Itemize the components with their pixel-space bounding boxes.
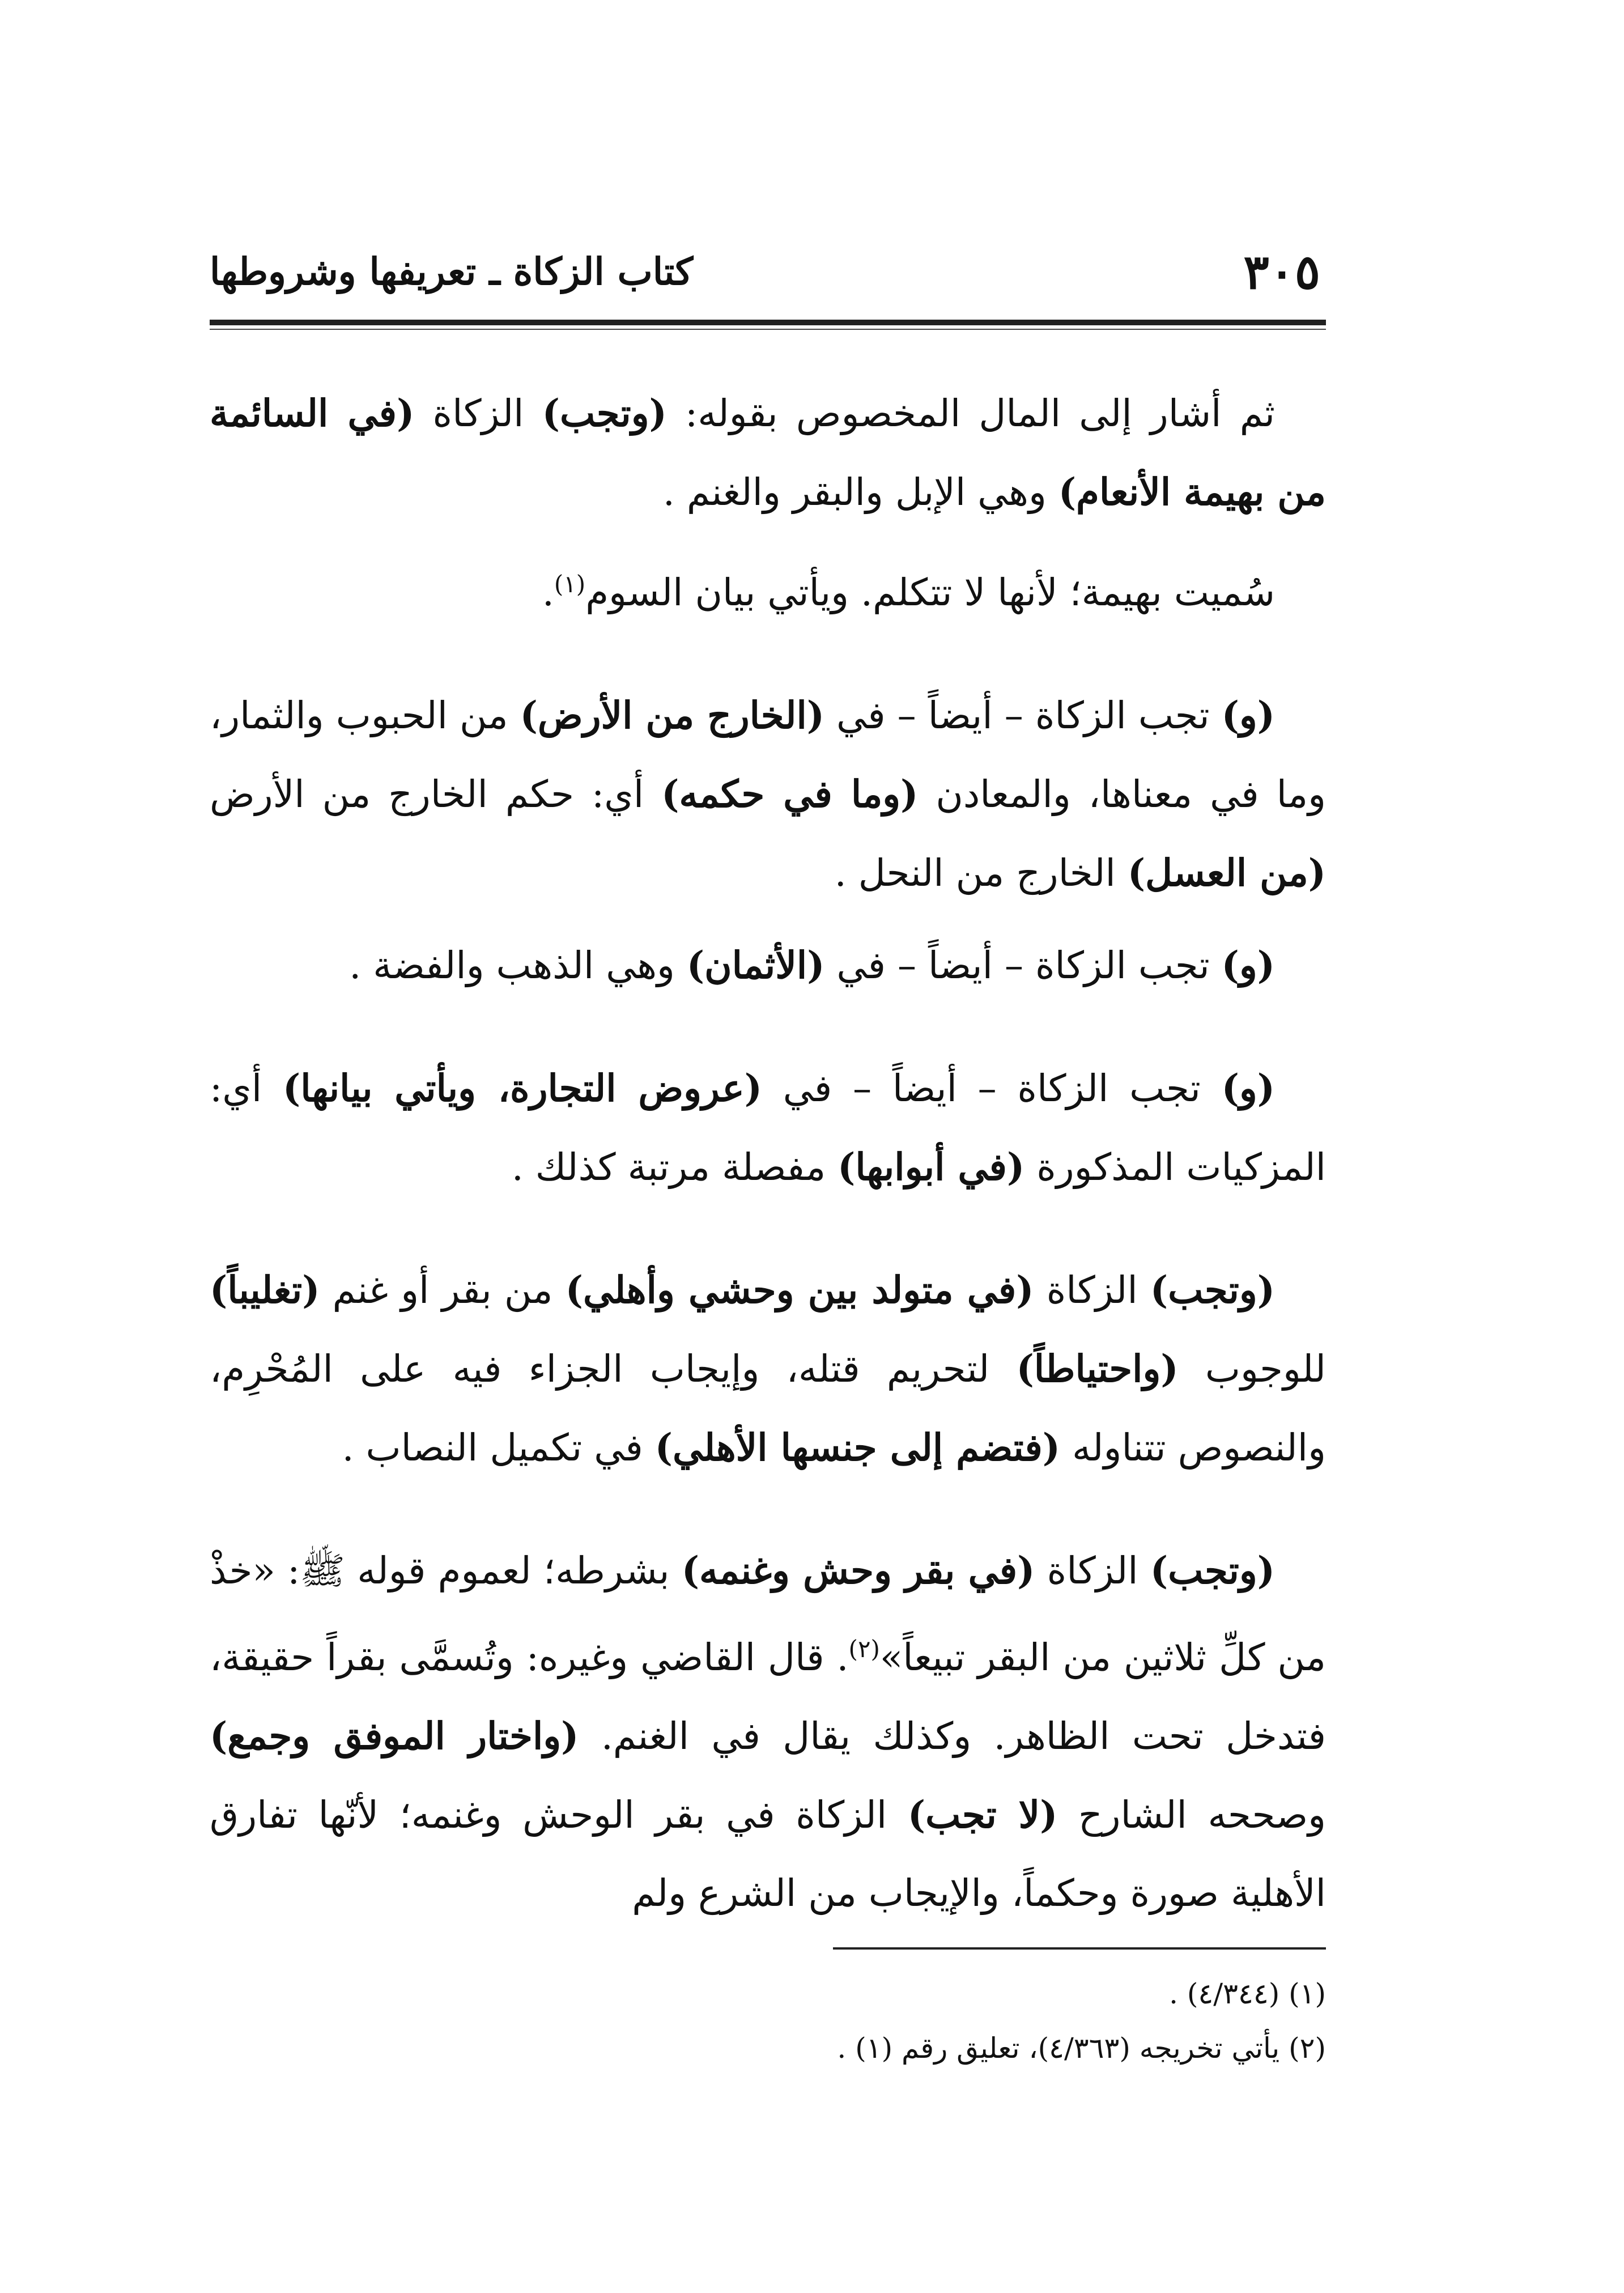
commentary-text: الزكاة في بقر الوحش وغنمه؛ لأنّها تفارق الأهلية صورة وحكماً، والإيجاب من الشرع ولم — [210, 1793, 1326, 1915]
matn-quote: (لا تجب) — [907, 1793, 1058, 1837]
commentary-text: تجب الزكاة – أيضاً – في — [824, 944, 1222, 987]
matn-quote: (عروض التجارة، ويأتي بيانها) — [283, 1066, 763, 1110]
footnote-marker: (١) — [554, 570, 586, 598]
book-page — [210, 0, 1326, 2293]
commentary-text: تجب الزكاة – أيضاً – في — [762, 1067, 1222, 1110]
footnote-label: (٢) — [1289, 2032, 1326, 2065]
matn-quote: (من العسل) — [1127, 851, 1326, 895]
footnote-label: (١) — [1289, 1977, 1326, 2010]
matn-quote: (واحتياطاً) — [1016, 1347, 1179, 1391]
matn-quote: (وتجب) — [1150, 1268, 1275, 1312]
matn-quote: (الأثمان) — [686, 943, 825, 987]
matn-quote: (وما في حكمه) — [661, 772, 919, 816]
matn-quote: (تغليباً) — [210, 1268, 320, 1312]
main-text — [210, 374, 1326, 1946]
matn-quote: (و) — [1221, 693, 1276, 737]
matn-quote: (في بقر وحش وغنمه) — [681, 1548, 1035, 1593]
matn-quote: (في السائمة من بهيمة الأنعام) — [210, 391, 1326, 514]
footnote-separator — [833, 1947, 1326, 1950]
matn-quote: (و) — [1221, 1066, 1276, 1110]
matn-quote: (وتجب) — [1150, 1548, 1276, 1593]
paragraph — [210, 545, 1326, 632]
commentary-text: وهي الذهب والفضة . — [349, 944, 687, 987]
commentary-text: للوجوب — [1178, 1347, 1327, 1391]
header-rule-thick — [210, 320, 1326, 325]
header-rule-thin — [210, 329, 1326, 330]
commentary-text: الخارج من النحل . — [834, 851, 1128, 895]
commentary-text: بشرطه؛ لعموم قوله ﷺ: «خذْ من كلِّ ثلاثين من البقر تبيعاً» — [210, 1549, 1326, 1679]
paragraph — [210, 1049, 1326, 1207]
commentary-text: من بقر أو غنم — [320, 1268, 566, 1312]
commentary-text: سُميت بهيمة؛ لأنها لا تتكلم. ويأتي بيان السوم — [585, 571, 1275, 614]
paragraph — [210, 926, 1326, 1005]
commentary-text: مفصلة مرتبة كذلك . — [511, 1145, 838, 1189]
commentary-text: أي: حكم الخارج من الأرض — [210, 772, 662, 816]
footnote-text: (٤/٣٤٤) . — [1169, 1977, 1289, 2010]
commentary-text: لتحريم قتله، وإيجاب الجزاء فيه على المُحْرِم، والنصوص تتناوله — [210, 1347, 1326, 1470]
commentary-text: . قال القاضي وغيره: وتُسمَّى بقراً حقيقة، فتدخل تحت الظاهر. وكذلك يقال في الغنم. — [210, 1636, 1326, 1758]
commentary-text: الزكاة — [414, 392, 542, 435]
paragraph — [210, 1251, 1326, 1487]
matn-quote: (فتضم إلى جنسها الأهلي) — [654, 1425, 1060, 1470]
paragraph — [210, 374, 1326, 532]
footnotes — [210, 1967, 1326, 2075]
commentary-text: . — [542, 571, 554, 614]
matn-quote: (واختار الموفق وجمع) — [210, 1714, 579, 1758]
commentary-text: تجب الزكاة – أيضاً – في — [824, 694, 1222, 737]
matn-quote: (و) — [1221, 943, 1275, 987]
footnote-text: يأتي تخريجه (٤/٣٦٣)، تعليق رقم (١) . — [837, 2032, 1289, 2065]
commentary-text: من الحبوب والثمار، وما في معناها، والمعادن — [210, 694, 1327, 816]
commentary-text: الزكاة — [1034, 1268, 1150, 1312]
commentary-text: ثم أشار إلى المال المخصوص بقوله: — [666, 392, 1276, 435]
matn-quote: (في أبوابها) — [837, 1145, 1025, 1189]
paragraph — [210, 1531, 1326, 1933]
commentary-text: وصححه الشارح — [1057, 1793, 1326, 1837]
page-header — [210, 244, 1326, 306]
matn-quote: (في متولد بين وحشي وأهلي) — [565, 1268, 1034, 1312]
commentary-text: في تكميل النصاب . — [342, 1426, 655, 1470]
matn-quote: (وتجب) — [542, 391, 667, 435]
running-title: كتاب الزكاة ـ تعريفها وشروطها — [210, 249, 694, 294]
paragraph — [210, 676, 1326, 912]
footnote-marker: (٢) — [848, 1635, 880, 1663]
commentary-text: وهي الإبل والبقر والغنم . — [662, 470, 1058, 514]
commentary-text: الزكاة — [1035, 1549, 1150, 1593]
matn-quote: (الخارج من الأرض) — [520, 693, 825, 737]
footnote — [210, 1967, 1326, 2021]
page-number: ٣٠٥ — [1243, 244, 1320, 300]
footnote — [210, 2021, 1326, 2075]
commentary-text: أي: المزكيات المذكورة — [210, 1067, 1326, 1189]
